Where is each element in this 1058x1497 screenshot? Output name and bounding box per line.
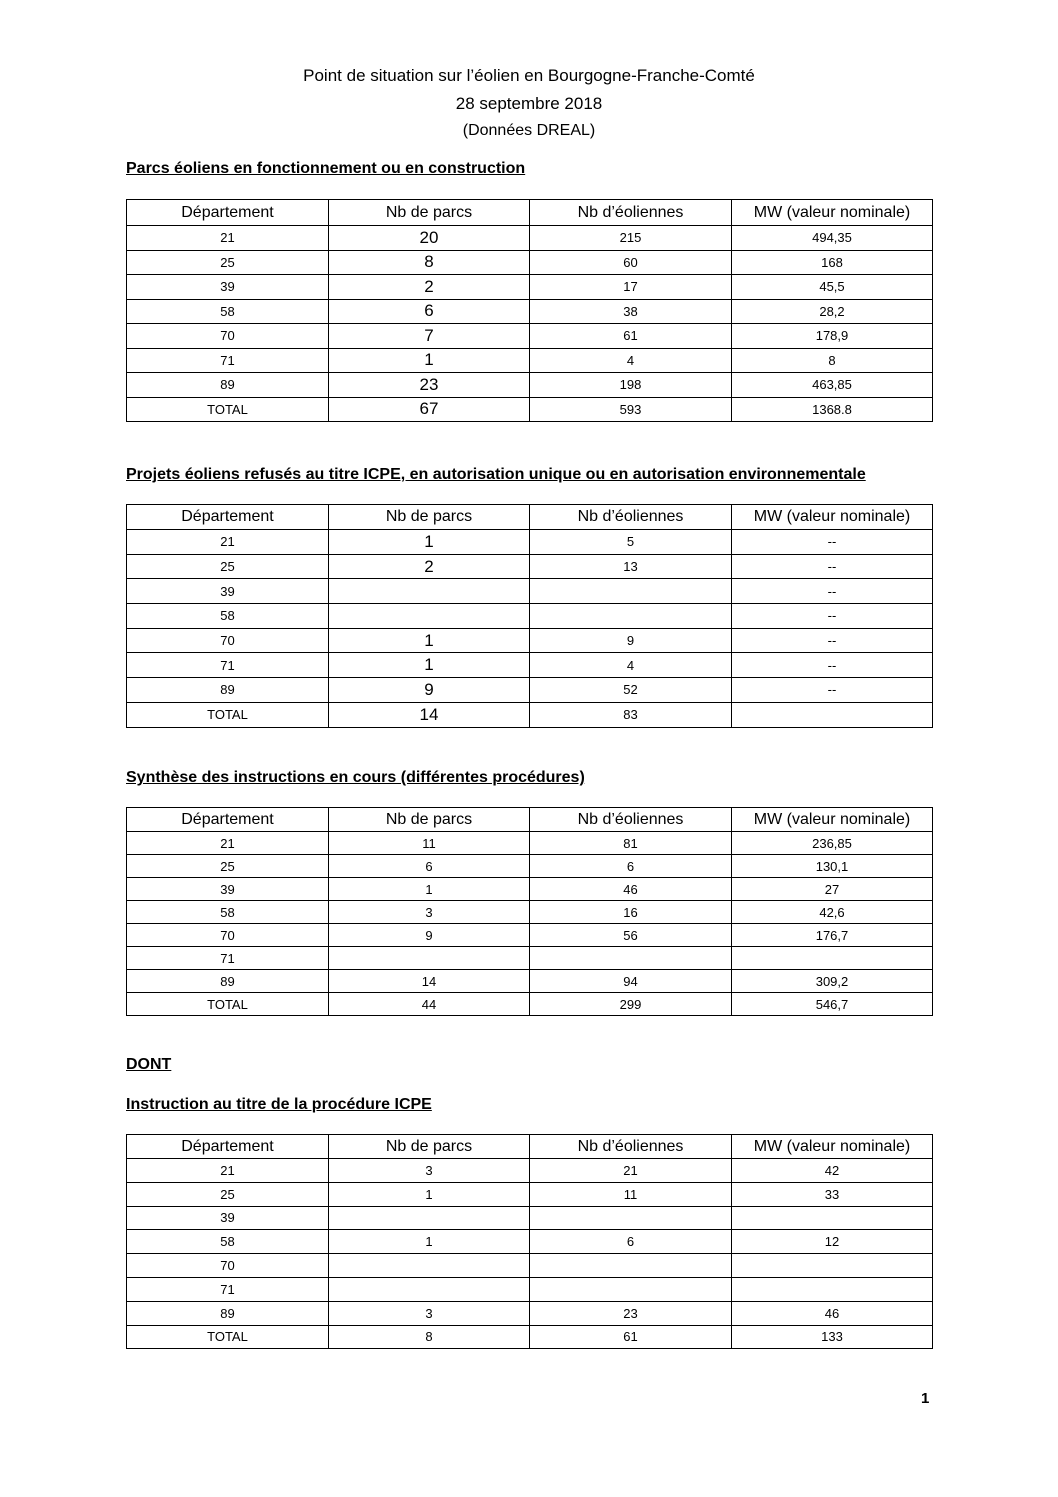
table-row [127,947,933,970]
cell-nb-parcs: 1 [329,1230,530,1254]
table-row [127,275,933,300]
cell-nb-eoliennes: 56 [530,924,732,947]
cell-nb-eoliennes: 21 [530,1159,732,1183]
cell-nb-parcs: 6 [329,855,530,878]
cell-nb-parcs: 1 [329,1182,530,1206]
cell-mw: -- [732,554,933,579]
cell-nb-parcs [329,579,530,604]
table-parcs-fonctionnement [126,199,933,422]
cell-nb-eoliennes: 61 [530,324,732,349]
cell-nb-parcs: 1 [329,530,530,555]
cell-nb-parcs: 3 [329,901,530,924]
cell-mw: 494,35 [732,226,933,251]
cell-departement: 21 [127,832,329,855]
table-header-row [127,808,933,832]
table-row [127,970,933,993]
column-header-departement: Département [127,1135,329,1159]
table-row [127,832,933,855]
cell-departement: 71 [127,1277,329,1301]
document-source: (Données DREAL) [462,122,596,139]
column-header-nb-parcs: Nb de parcs [329,505,530,530]
cell-nb-eoliennes: 299 [530,993,732,1016]
cell-mw: -- [732,604,933,629]
table-row [127,878,933,901]
cell-nb-eoliennes: 593 [530,397,732,422]
table-row [127,554,933,579]
cell-nb-parcs: 20 [329,226,530,251]
cell-nb-eoliennes: 13 [530,554,732,579]
cell-mw: 176,7 [732,924,933,947]
cell-nb-parcs [329,1254,530,1278]
cell-nb-parcs: 2 [329,275,530,300]
table-header-row [127,200,933,226]
cell-departement: 39 [127,878,329,901]
cell-nb-eoliennes: 38 [530,299,732,324]
cell-departement: 58 [127,299,329,324]
cell-nb-parcs [329,1277,530,1301]
cell-nb-parcs: 11 [329,832,530,855]
cell-nb-eoliennes [530,947,732,970]
table-synthese-instructions [126,807,933,1016]
cell-nb-parcs: 14 [329,970,530,993]
column-header-mw: MW (valeur nominale) [732,1135,933,1159]
cell-nb-parcs: 8 [329,1325,530,1349]
cell-nb-eoliennes: 60 [530,250,732,275]
cell-nb-parcs: 23 [329,373,530,398]
table-row [127,604,933,629]
dont-label: DONT [126,1056,172,1073]
cell-nb-parcs: 14 [329,702,530,727]
cell-mw [732,1277,933,1301]
cell-nb-eoliennes: 81 [530,832,732,855]
table-row [127,324,933,349]
cell-nb-parcs [329,947,530,970]
cell-departement: 25 [127,250,329,275]
cell-mw: 42 [732,1159,933,1183]
table-row [127,924,933,947]
table-header-row [127,505,933,530]
table-row [127,226,933,251]
column-header-mw: MW (valeur nominale) [732,808,933,832]
section-title-instruction-icpe: Instruction au titre de la procédure ICPE [126,1096,432,1113]
table-row [127,1159,933,1183]
column-header-nb-eoliennes: Nb d’éoliennes [530,1135,732,1159]
cell-departement: 70 [127,1254,329,1278]
document-date: 28 septembre 2018 [455,94,603,113]
table-row [127,653,933,678]
cell-departement: TOTAL [127,702,329,727]
cell-departement: 89 [127,373,329,398]
cell-departement: 58 [127,1230,329,1254]
cell-nb-eoliennes: 4 [530,653,732,678]
cell-nb-eoliennes [530,1277,732,1301]
table-row [127,250,933,275]
cell-mw: -- [732,678,933,703]
cell-nb-eoliennes: 5 [530,530,732,555]
cell-nb-eoliennes: 61 [530,1325,732,1349]
cell-departement: 21 [127,226,329,251]
cell-nb-parcs: 44 [329,993,530,1016]
table-row [127,1182,933,1206]
cell-mw: 8 [732,348,933,373]
table-row [127,1301,933,1325]
table-row [127,1230,933,1254]
table-row [127,901,933,924]
cell-mw [732,947,933,970]
cell-nb-parcs [329,1206,530,1230]
table-row [127,579,933,604]
cell-nb-parcs: 7 [329,324,530,349]
cell-departement: 39 [127,579,329,604]
cell-nb-parcs: 3 [329,1159,530,1183]
column-header-nb-eoliennes: Nb d’éoliennes [530,200,732,226]
cell-nb-parcs: 1 [329,878,530,901]
cell-nb-eoliennes [530,579,732,604]
table-row [127,628,933,653]
cell-mw [732,1206,933,1230]
column-header-departement: Département [127,808,329,832]
cell-mw: 168 [732,250,933,275]
table-row [127,373,933,398]
column-header-nb-parcs: Nb de parcs [329,200,530,226]
cell-nb-eoliennes: 23 [530,1301,732,1325]
cell-departement: 21 [127,1159,329,1183]
cell-nb-parcs: 67 [329,397,530,422]
table-total-row [127,1325,933,1349]
cell-nb-parcs: 6 [329,299,530,324]
column-header-departement: Département [127,505,329,530]
table-row [127,299,933,324]
cell-departement: 89 [127,970,329,993]
column-header-departement: Département [127,200,329,226]
column-header-nb-parcs: Nb de parcs [329,808,530,832]
cell-departement: 89 [127,1301,329,1325]
section-title-projets-refuses: Projets éoliens refusés au titre ICPE, en autorisation unique ou en autorisation environnementale [126,466,866,483]
cell-nb-parcs: 1 [329,628,530,653]
table-row [127,1254,933,1278]
cell-mw: 130,1 [732,855,933,878]
cell-nb-eoliennes: 9 [530,628,732,653]
cell-nb-eoliennes [530,604,732,629]
cell-nb-eoliennes: 16 [530,901,732,924]
cell-nb-eoliennes [530,1254,732,1278]
column-header-nb-eoliennes: Nb d’éoliennes [530,808,732,832]
table-row [127,1206,933,1230]
cell-departement: TOTAL [127,397,329,422]
cell-nb-eoliennes: 46 [530,878,732,901]
cell-departement: 71 [127,653,329,678]
cell-mw: 42,6 [732,901,933,924]
cell-mw [732,702,933,727]
cell-mw: 1368.8 [732,397,933,422]
cell-nb-eoliennes: 17 [530,275,732,300]
cell-mw: 178,9 [732,324,933,349]
cell-nb-eoliennes: 4 [530,348,732,373]
cell-departement: 25 [127,855,329,878]
cell-nb-eoliennes: 215 [530,226,732,251]
cell-mw: 46 [732,1301,933,1325]
cell-mw: -- [732,653,933,678]
cell-mw: -- [732,530,933,555]
cell-departement: 21 [127,530,329,555]
cell-nb-eoliennes: 11 [530,1182,732,1206]
table-header-row [127,1135,933,1159]
cell-mw: 45,5 [732,275,933,300]
cell-departement: 39 [127,275,329,300]
table-total-row [127,993,933,1016]
cell-nb-parcs: 9 [329,924,530,947]
cell-mw: -- [732,579,933,604]
cell-nb-eoliennes: 83 [530,702,732,727]
cell-nb-parcs: 8 [329,250,530,275]
table-projets-refuses [126,504,933,728]
cell-departement: 70 [127,924,329,947]
cell-departement: 58 [127,604,329,629]
cell-mw: 12 [732,1230,933,1254]
cell-nb-parcs [329,604,530,629]
cell-nb-eoliennes: 6 [530,855,732,878]
cell-mw [732,1254,933,1278]
column-header-mw: MW (valeur nominale) [732,505,933,530]
page-number: 1 [921,1390,930,1407]
column-header-mw: MW (valeur nominale) [732,200,933,226]
cell-departement: TOTAL [127,1325,329,1349]
cell-mw: 309,2 [732,970,933,993]
section-title-synthese-instructions: Synthèse des instructions en cours (différentes procédures) [126,769,585,786]
table-row [127,530,933,555]
cell-departement: 39 [127,1206,329,1230]
cell-nb-parcs: 3 [329,1301,530,1325]
cell-nb-eoliennes: 52 [530,678,732,703]
document-title: Point de situation sur l’éolien en Bourgogne-Franche-Comté [303,66,755,85]
table-row [127,1277,933,1301]
cell-departement: 25 [127,554,329,579]
table-total-row [127,397,933,422]
cell-nb-eoliennes: 198 [530,373,732,398]
column-header-nb-parcs: Nb de parcs [329,1135,530,1159]
table-row [127,678,933,703]
table-row [127,348,933,373]
cell-nb-eoliennes [530,1206,732,1230]
cell-departement: 25 [127,1182,329,1206]
cell-mw: 463,85 [732,373,933,398]
column-header-nb-eoliennes: Nb d’éoliennes [530,505,732,530]
cell-nb-parcs: 9 [329,678,530,703]
cell-departement: TOTAL [127,993,329,1016]
cell-nb-eoliennes: 6 [530,1230,732,1254]
cell-mw: 546,7 [732,993,933,1016]
cell-mw: 236,85 [732,832,933,855]
cell-departement: 70 [127,628,329,653]
table-instruction-icpe [126,1134,933,1349]
cell-departement: 89 [127,678,329,703]
cell-mw: 33 [732,1182,933,1206]
cell-mw: 133 [732,1325,933,1349]
cell-departement: 70 [127,324,329,349]
cell-mw: 28,2 [732,299,933,324]
cell-departement: 58 [127,901,329,924]
table-row [127,855,933,878]
cell-nb-eoliennes: 94 [530,970,732,993]
cell-departement: 71 [127,348,329,373]
table-total-row [127,702,933,727]
cell-nb-parcs: 1 [329,348,530,373]
cell-mw: -- [732,628,933,653]
cell-mw: 27 [732,878,933,901]
cell-nb-parcs: 2 [329,554,530,579]
cell-departement: 71 [127,947,329,970]
cell-nb-parcs: 1 [329,653,530,678]
section-title-parcs-fonctionnement: Parcs éoliens en fonctionnement ou en construction [126,160,526,177]
